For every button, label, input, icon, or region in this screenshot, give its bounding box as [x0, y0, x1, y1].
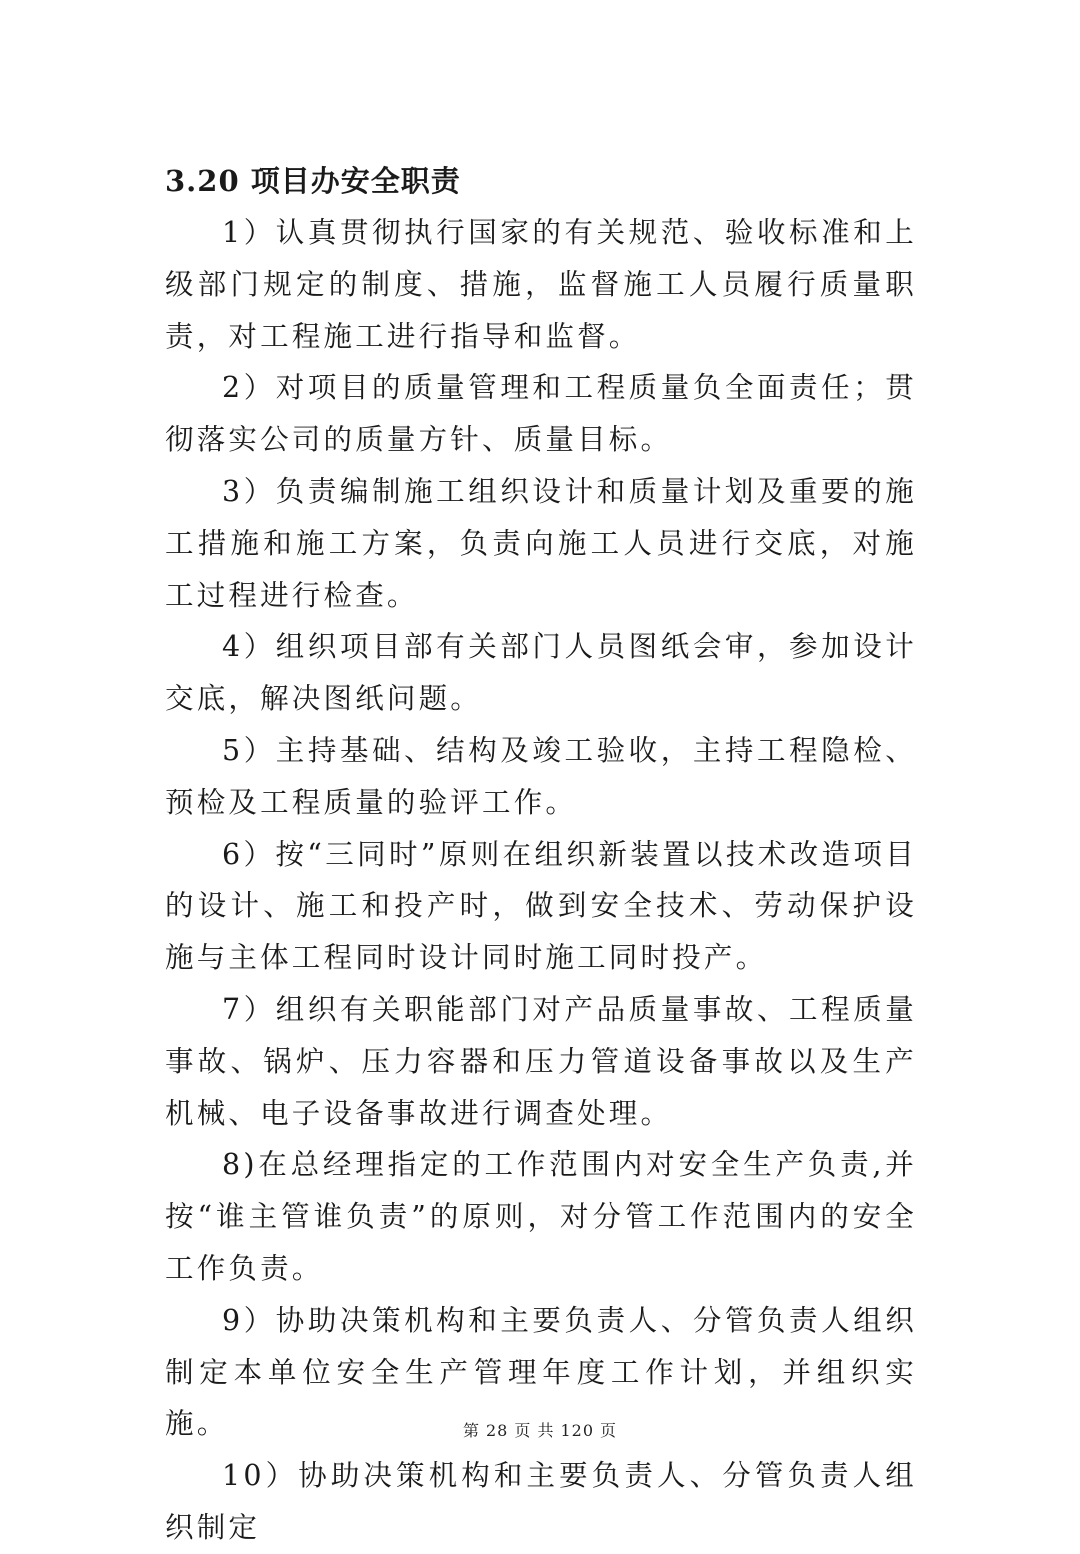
paragraph-2: 2）对项目的质量管理和工程质量负全面责任；贯彻落实公司的质量方针、质量目标。: [165, 371, 917, 457]
footer-prefix: 第: [462, 1421, 480, 1440]
paragraph-5: 5）主持基础、结构及竣工验收，主持工程隐检、预检及工程质量的验评工作。: [165, 733, 917, 819]
footer-suffix: 页: [600, 1421, 618, 1440]
paragraph-6: 6）按“三同时”原则在组织新装置以技术改造项目的设计、施工和投产时，做到安全技术、劳动保护设施与主体工程同时设计同时施工同时投产。: [165, 837, 917, 975]
paragraph-7: 7）组织有关职能部门对产品质量事故、工程质量事故、锅炉、压力容器和压力管道设备事故以及生产机械、电子设备事故进行调查处理。: [165, 992, 917, 1130]
page-footer: [0, 1418, 1080, 1441]
paragraph-10: 10）协助决策机构和主要负责人、分管负责人组织制定: [165, 1459, 917, 1544]
paragraph-9: 9）协助决策机构和主要负责人、分管负责人组织制定本单位安全生产管理年度工作计划，并组织实施。: [165, 1303, 917, 1441]
footer-middle: 页 共: [514, 1421, 555, 1440]
footer-total-pages: 120: [560, 1421, 594, 1440]
footer-current-page: 28: [486, 1421, 509, 1440]
paragraph-3: 3）负责编制施工组织设计和质量计划及重要的施工措施和施工方案，负责向施工人员进行交底，对施工过程进行检查。: [165, 474, 917, 612]
section-title: 3.20 项目办安全职责: [165, 164, 461, 198]
paragraph-1: 1）认真贯彻执行国家的有关规范、验收标准和上级部门规定的制度、措施，监督施工人员履行质量职责，对工程施工进行指导和监督。: [165, 216, 917, 353]
page-content: [165, 155, 917, 1554]
paragraph-4: 4）组织项目部有关部门人员图纸会审，参加设计交底，解决图纸问题。: [165, 630, 917, 716]
paragraph-8: 8)在总经理指定的工作范围内对安全生产负责,并按“谁主管谁负责”的原则，对分管工作范围内的安全工作负责。: [165, 1148, 917, 1285]
